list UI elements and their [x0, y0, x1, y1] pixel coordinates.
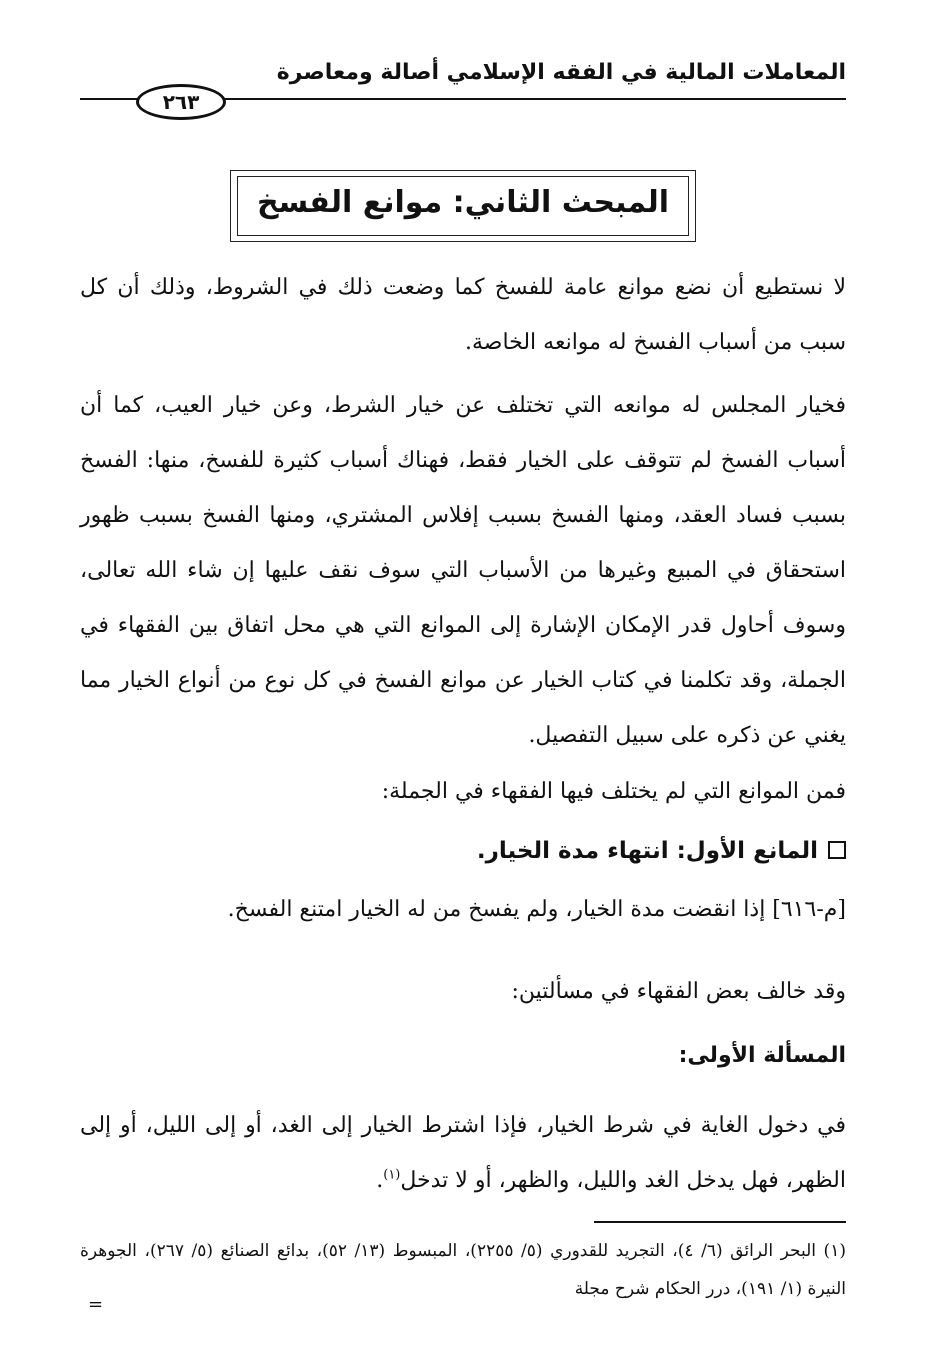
footnote-continuation-mark: = [88, 1294, 104, 1315]
paragraph-2: فخيار المجلس له موانعه التي تختلف عن خيار الشرط، وعن خيار العيب، كما أن أسباب الفسخ لم تتوقف على الخيار فقط، فهناك أسباب كثيرة للفسخ، منها: الفسخ بسبب فساد العقد، ومنها الفسخ بسبب إفلاس المشتري، ومنها الفسخ بسبب ظهور استحقاق في المبيع وغيرها من الأسباب التي سوف نقف عليها إن شاء الله تعالى، وسوف أحاول قدر الإمكان الإشارة إلى الموانع التي هي محل اتفاق بين الفقهاء في الجملة، وقد تكلمنا في كتاب الخيار عن موانع الفسخ في كل نوع من أنواع الخيار مما يغني عن ذكره على سبيل التفصيل. [80, 393, 846, 748]
section-title: المبحث الثاني: موانع الفسخ [256, 185, 669, 220]
footnote-ref: (١) [383, 1167, 401, 1183]
subheading-text: المانع الأول: انتهاء مدة الخيار. [476, 838, 818, 864]
subheading-first-issue: المسألة الأولى: [678, 1043, 846, 1068]
paragraph-6 [80, 1098, 846, 1208]
paragraph-6-text: في دخول الغاية في شرط الخيار، فإذا اشترط الخيار إلى الغد، أو إلى الليل، أو إلى الظهر، فهل يدخل الغد والليل، والظهر، أو لا تدخل [80, 1113, 847, 1193]
paragraph-4: [م-٦١٦] إذا انقضت مدة الخيار، ولم يفسخ من له الخيار امتنع الفسخ. [227, 897, 846, 922]
running-title: المعاملات المالية في الفقه الإسلامي أصالة ومعاصرة [276, 60, 846, 85]
paragraph-6-end: . [376, 1168, 384, 1193]
paragraph-1: لا نستطيع أن نضع موانع عامة للفسخ كما وضعت ذلك في الشروط، وذلك أن كل سبب من أسباب الفسخ له موانعه الخاصة. [80, 275, 846, 355]
footnote-rule [594, 1221, 846, 1223]
page-number: ٢٦٣ [136, 84, 226, 120]
subheading-first-impediment [80, 824, 846, 879]
paragraph-5: وقد خالف بعض الفقهاء في مسألتين: [511, 979, 846, 1004]
checkbox-bullet-icon [828, 841, 846, 859]
footnote-1: (١) البحر الرائق (٦/ ٤)، التجريد للقدوري (٥/ ٢٢٥٥)، المبسوط (١٣/ ٥٢)، بدائع الصنائع (٥/ ٢٦٧)، الجوهرة النيرة (١/ ١٩١)، درر الحكام شرح مجلة [80, 1241, 846, 1299]
section-title-box [230, 170, 696, 242]
paragraph-3: فمن الموانع التي لم يختلف فيها الفقهاء في الجملة: [381, 779, 846, 804]
